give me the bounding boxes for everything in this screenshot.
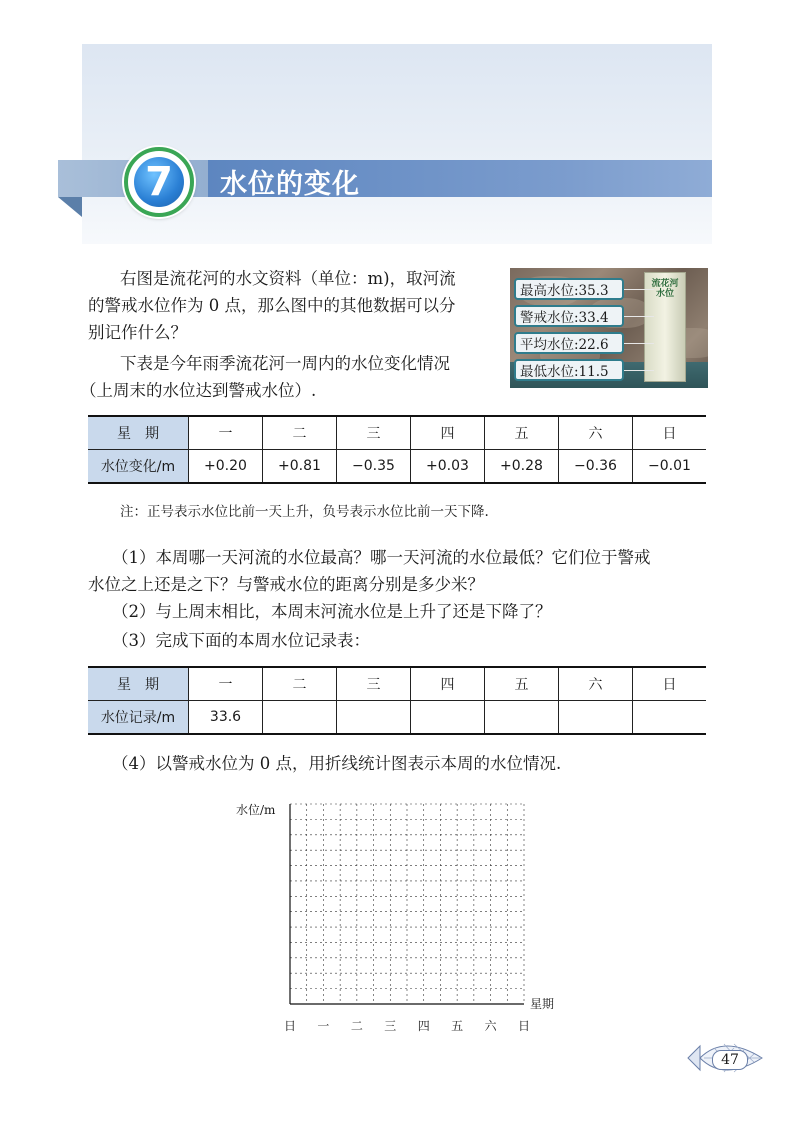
record-cell[interactable] bbox=[633, 701, 707, 735]
question-2: （2）与上周末相比，本周末河流水位是上升了还是下降了？ bbox=[112, 602, 552, 621]
day-cell: 一 bbox=[189, 667, 263, 701]
page-number: 47 bbox=[712, 1050, 748, 1070]
intro-p1-line3: 别记作什么？ bbox=[88, 323, 187, 342]
gauge-label: 流花河水位 bbox=[651, 279, 679, 299]
table-header: 星 期 bbox=[88, 667, 189, 701]
plaque-lowest: 最低水位:11.5 bbox=[514, 359, 624, 381]
intro-p2-line2: （上周末的水位达到警戒水位）. bbox=[80, 381, 317, 400]
day-cell: 二 bbox=[263, 667, 337, 701]
x-tick-label: 六 bbox=[484, 1019, 497, 1033]
row-label: 水位变化/m bbox=[88, 450, 189, 484]
x-tick-label: 日 bbox=[283, 1019, 297, 1033]
table-row bbox=[88, 667, 706, 701]
day-cell: 六 bbox=[559, 416, 633, 450]
value-cell: +0.28 bbox=[485, 450, 559, 484]
day-cell: 四 bbox=[411, 667, 485, 701]
value-cell: −0.36 bbox=[559, 450, 633, 484]
table-row bbox=[88, 701, 706, 735]
section-title: 水位的变化 bbox=[220, 169, 360, 200]
question-3: （3）完成下面的本周水位记录表： bbox=[112, 631, 370, 650]
day-cell: 三 bbox=[337, 667, 411, 701]
question-1-line1: （1）本周哪一天河流的水位最高？哪一天河流的水位最低？它们位于警戒 bbox=[112, 548, 651, 567]
x-tick-label: 日 bbox=[517, 1019, 531, 1033]
plaque-warning: 警戒水位:33.4 bbox=[514, 305, 624, 327]
chart-xlabel: 星期 bbox=[530, 997, 555, 1011]
section-number-badge bbox=[124, 147, 194, 217]
plaque-average: 平均水位:22.6 bbox=[514, 332, 624, 354]
day-cell: 五 bbox=[485, 416, 559, 450]
day-cell: 六 bbox=[559, 667, 633, 701]
value-cell: −0.35 bbox=[337, 450, 411, 484]
x-tick-label: 三 bbox=[384, 1019, 397, 1033]
day-cell: 四 bbox=[411, 416, 485, 450]
value-cell: +0.20 bbox=[189, 450, 263, 484]
chart-ylabel: 水位/m bbox=[236, 803, 276, 817]
section-number: 7 bbox=[134, 157, 184, 207]
x-tick-label: 二 bbox=[350, 1019, 363, 1033]
question-4: （4）以警戒水位为 0 点，用折线统计图表示本周的水位情况. bbox=[112, 754, 562, 773]
day-cell: 三 bbox=[337, 416, 411, 450]
record-cell[interactable] bbox=[485, 701, 559, 735]
intro-p2-line1: 下表是今年雨季流花河一周内的水位变化情况 bbox=[120, 354, 450, 373]
table-note: 注：正号表示水位比前一天上升，负号表示水位比前一天下降. bbox=[120, 504, 489, 520]
intro-p1-line2: 的警戒水位作为 0 点，那么图中的其他数据可以分 bbox=[88, 296, 456, 315]
water-change-table bbox=[88, 415, 706, 484]
record-cell[interactable]: 33.6 bbox=[189, 701, 263, 735]
table-row bbox=[88, 416, 706, 450]
row-label: 水位记录/m bbox=[88, 701, 189, 735]
day-cell: 一 bbox=[189, 416, 263, 450]
question-1-line2: 水位之上还是之下？与警戒水位的距离分别是多少米？ bbox=[88, 575, 484, 594]
day-cell: 日 bbox=[633, 667, 707, 701]
day-cell: 五 bbox=[485, 667, 559, 701]
water-record-table bbox=[88, 666, 706, 735]
value-cell: −0.01 bbox=[633, 450, 707, 484]
x-tick-label: 四 bbox=[417, 1019, 430, 1033]
blank-line-chart bbox=[228, 796, 568, 1041]
record-cell[interactable] bbox=[411, 701, 485, 735]
day-cell: 日 bbox=[633, 416, 707, 450]
record-cell[interactable] bbox=[337, 701, 411, 735]
intro-p1-line1: 右图是流花河的水文资料（单位：m)，取河流 bbox=[120, 269, 456, 288]
record-cell[interactable] bbox=[559, 701, 633, 735]
chart-grid bbox=[290, 804, 524, 1004]
table-row bbox=[88, 450, 706, 484]
river-gauge-photo bbox=[510, 268, 708, 388]
plaque-highest: 最高水位:35.3 bbox=[514, 278, 624, 300]
record-cell[interactable] bbox=[263, 701, 337, 735]
value-cell: +0.03 bbox=[411, 450, 485, 484]
x-tick-label: 五 bbox=[451, 1019, 464, 1033]
table-header: 星 期 bbox=[88, 416, 189, 450]
header-background bbox=[82, 44, 712, 244]
value-cell: +0.81 bbox=[263, 450, 337, 484]
day-cell: 二 bbox=[263, 416, 337, 450]
title-band-fold bbox=[58, 197, 82, 217]
x-tick-label: 一 bbox=[317, 1019, 330, 1033]
